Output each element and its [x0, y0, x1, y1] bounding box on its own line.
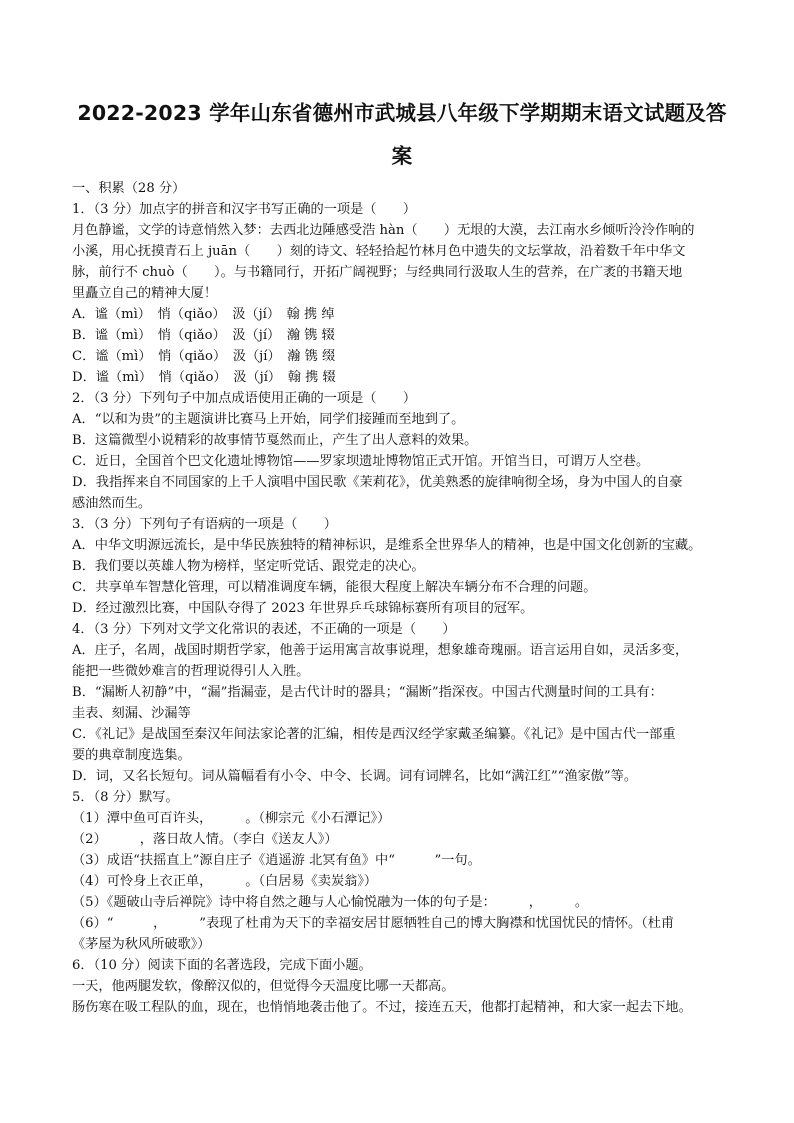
question-5-item-continued: 《茅屋为秋风所破歌》）: [72, 937, 211, 952]
question-6-passage-line: 一天，他两腿发软，像醉汉似的，但觉得今天温度比哪一天都高。: [72, 979, 455, 994]
question-1-stem: 1．（3 分）加点字的拼音和汉字书写正确的一项是（ ）: [72, 202, 417, 217]
exam-page: [72, 92, 732, 1018]
question-6-stem: 6．（10 分）阅读下面的名著选段，完成下面小题。: [72, 958, 372, 973]
page-title: 2022-2023 学年山东省德州市武城县八年级下学期期末语文试题及答: [77, 101, 727, 125]
question-1-option-a: A．谧（mì） 悄（qiǎo） 汲（jí） 翰 携 绰: [72, 307, 335, 322]
question-4-option-a-continued: 能把一些微妙难言的哲理说得引人入胜。: [72, 664, 310, 679]
question-1-passage-line: 里矗立自己的精神大厦！: [72, 286, 218, 301]
question-5-item: （5）《题破山寺后禅院》诗中将自然之趣与人心愉悦融为一体的句子是： ， 。: [72, 895, 589, 910]
question-1-option-d: D．谧（mì） 悄（qiǎo） 汲（jí） 翰 携 辍: [72, 370, 336, 385]
question-2-option-d-continued: 感油然而生。: [72, 496, 152, 511]
question-1-option-b: B．谧（mì） 悄（qiǎo） 汲（jí） 瀚 镌 辍: [72, 328, 335, 343]
question-1-option-c: C．谧（mì） 悄（qiǎo） 汲（jí） 瀚 镌 缀: [72, 349, 336, 364]
question-4-option-d: D．词，又名长短句。词从篇幅看有小令、中令、长调。词有词牌名，比如“满江红”“渔家傲”等。: [72, 769, 638, 784]
question-2-option-c: C．近日，全国首个巴文化遗址博物馆——罗家坝遗址博物馆正式开馆。开馆当日，可谓万人空巷。: [72, 454, 650, 469]
question-2-stem: 2．（3 分）下列句子中加点成语使用正确的一项是（ ）: [72, 391, 417, 406]
question-2-option-d: D．我指挥来自不同国家的上千人演唱中国民歌《茉莉花》，优美熟悉的旋律响彻全场，身为中国人的自豪: [72, 475, 683, 490]
question-1-passage-line: 月色静谧，文学的诗意悄然入梦：去西北边陲感受浩 hàn（ ）无垠的大漠，去江南水乡倾听泠泠作响的: [72, 223, 695, 238]
question-4-option-a: A．庄子，名周，战国时期哲学家，他善于运用寓言故事说理，想象雄奇瑰丽。语言运用自如，灵活多变，: [72, 643, 689, 658]
question-6-passage-line: 肠伤寒在吸工程队的血，现在，也悄悄地袭击他了。不过，接连五天，他都打起精神，和大家一起去下地。: [72, 1000, 692, 1015]
question-3-option-c: C．共享单车智慧化管理，可以精准调度车辆，能很大程度上解决车辆分布不合理的问题。: [72, 580, 597, 595]
question-2-option-a: A．“以和为贵”的主题演讲比赛马上开始，同学们接踵而至地到了。: [72, 412, 465, 427]
question-5-item: （4）可怜身上衣正单， 。（白居易《卖炭翁》）: [72, 874, 378, 889]
question-5-item: （1）潭中鱼可百许头， 。（柳宗元《小石潭记》）: [72, 811, 391, 826]
question-3-option-a: A．中华文明源远流长，是中华民族独特的精神标识，是维系全世界华人的精神，也是中国文化创新的宝藏。: [72, 538, 702, 553]
page-title-continued: 案: [391, 144, 413, 168]
question-3-option-b: B．我们要以英雄人物为榜样，坚定听党话、跟党走的决心。: [72, 559, 425, 574]
question-4-option-b-continued: 圭表、刻漏、沙漏等: [72, 706, 191, 721]
question-4-option-c: C．《礼记》是战国至秦汉年间法家论著的汇编，相传是西汉经学家戴圣编纂。《礼记》是中国古代一部重: [72, 727, 676, 742]
question-5-item: （2） ，落日故人情。（李白《送友人》）: [72, 832, 338, 847]
question-1-passage-line: 小溪，用心抚摸青石上 juān（ ）刻的诗文、轻轻拾起竹林月色中遗失的文坛掌故，沿着数千年中华文: [72, 244, 686, 259]
section-heading: 一、积累（28 分）: [72, 181, 186, 196]
question-3-stem: 3．（3 分）下列句子有语病的一项是（ ）: [72, 517, 337, 532]
question-4-option-c-continued: 要的典章制度选集。: [72, 748, 191, 763]
question-3-option-d: D．经过激烈比赛，中国队夺得了 2023 年世界乒乓球锦标赛所有项目的冠军。: [72, 601, 534, 616]
question-2-option-b: B．这篇微型小说精彩的故事情节戛然而止，产生了出人意料的效果。: [72, 433, 478, 448]
question-4-option-b: B．“漏断人初静”中，“漏”指漏壶，是古代计时的器具；“漏断”指深夜。中国古代测量时间的工具有：: [72, 685, 663, 700]
question-5-stem: 5．（8 分）默写。: [72, 790, 179, 805]
question-1-passage-line: 脉，前行不 chuò（ ）。与书籍同行，开拓广阔视野；与经典同行汲取人生的营养，在广袤的书籍天地: [72, 265, 683, 280]
question-5-item: （3）成语“扶摇直上”源自庄子《逍遥游 北冥有鱼》中“ ”一句。: [72, 853, 481, 868]
question-5-item: （6）“ ， ”表现了杜甫为天下的幸福安居甘愿牺牲自己的博大胸襟和忧国忧民的情怀。（杜甫: [72, 916, 675, 931]
question-4-stem: 4．（3 分）下列对文学文化常识的表述，不正确的一项是（ ）: [72, 622, 456, 637]
